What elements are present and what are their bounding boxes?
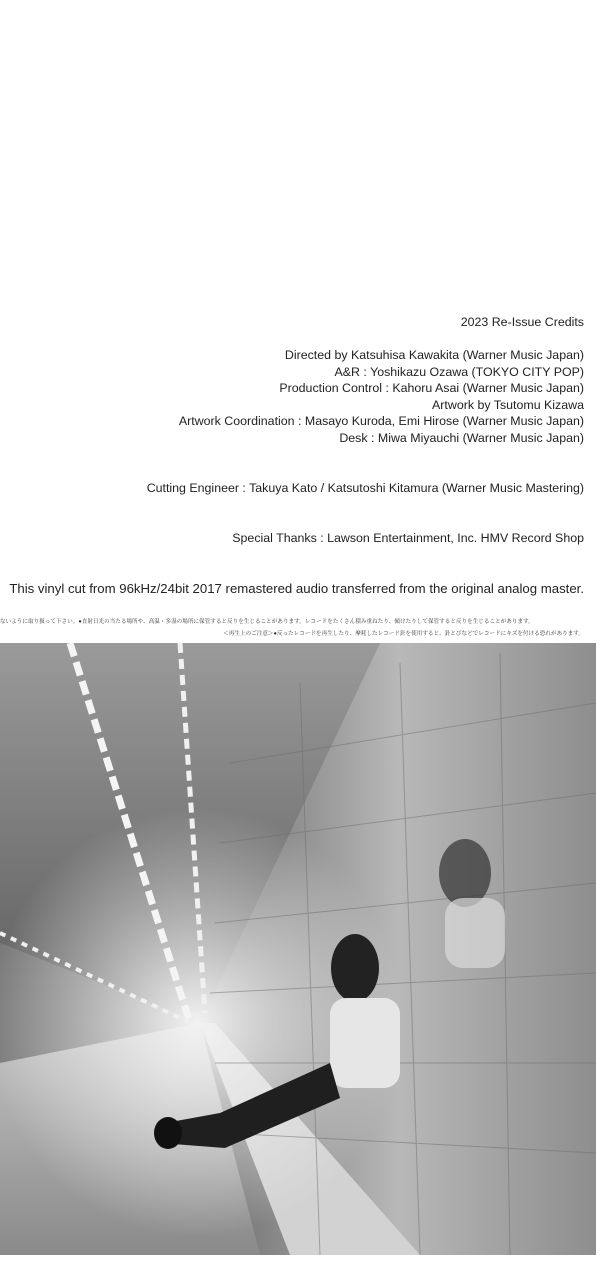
vinyl-note: This vinyl cut from 96kHz/24bit 2017 remastered audio transferred from the original analog master.	[9, 581, 584, 596]
credit-cutting-engineer: Cutting Engineer : Takuya Kato / Katsutoshi Kitamura (Warner Music Mastering)	[146, 481, 584, 495]
caution-line-1: ないように取り扱って下さい。●直射日光の当たる場所や、高温・多湿の場所に保管すると反りを生じることがあります。レコードをたくさん積み重ねたり、傾けたりして保管すると反りを生じることがあります。	[0, 619, 534, 625]
credit-special-thanks: Special Thanks : Lawson Entertainment, Inc. HMV Record Shop	[232, 531, 584, 545]
tunnel-photo	[0, 643, 596, 1255]
caution-line-2: ＜再生上のご注意＞●反ったレコードを再生したり、摩耗したレコード針を使用すると、針とびなどでレコードにキズを付ける恐れがあります。	[223, 631, 584, 637]
credit-directed: Directed by Katsuhisa Kawakita (Warner Music Japan)	[284, 348, 584, 362]
credit-desk: Desk : Miwa Miyauchi (Warner Music Japan)	[339, 431, 584, 445]
credits-title: 2023 Re-Issue Credits	[460, 315, 584, 329]
credit-artwork: Artwork by Tsutomu Kizawa	[432, 398, 584, 412]
credit-artwork-coordination: Artwork Coordination : Masayo Kuroda, Emi Hirose (Warner Music Japan)	[178, 414, 584, 428]
credit-production-control: Production Control : Kahoru Asai (Warner Music Japan)	[279, 381, 584, 395]
credit-ar: A&R : Yoshikazu Ozawa (TOKYO CITY POP)	[334, 365, 584, 379]
